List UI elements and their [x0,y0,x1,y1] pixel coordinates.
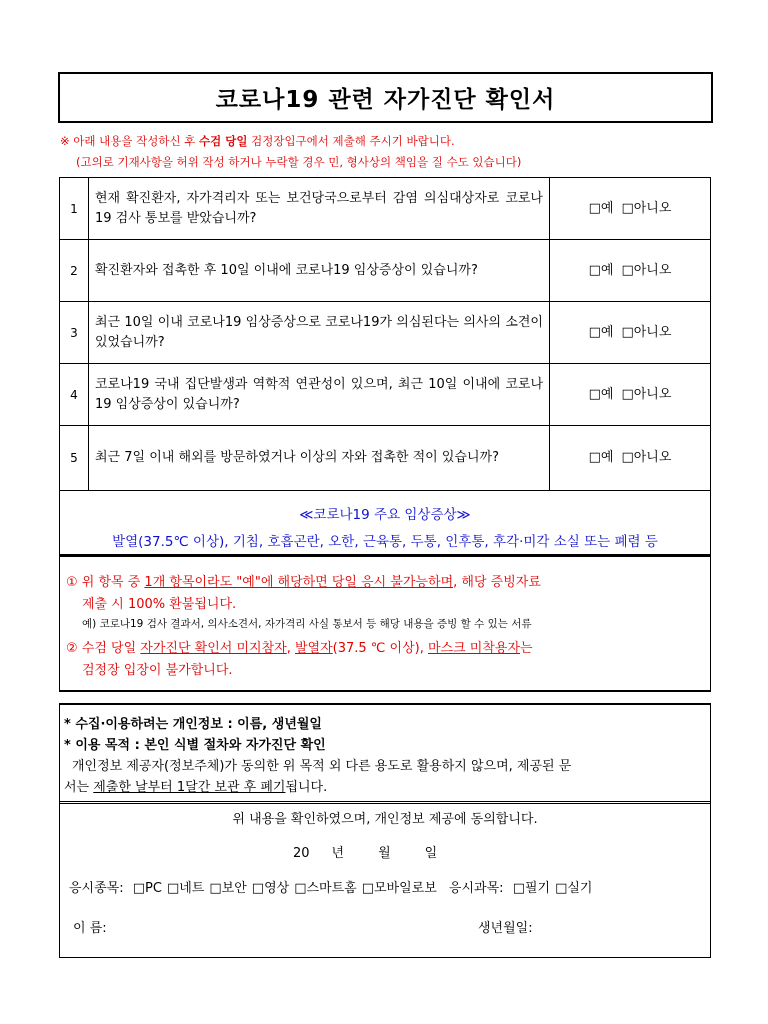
privacy-text-2-a: 서는 [64,780,94,795]
symptoms-title: ≪코로나19 주요 임상증상≫ [299,507,471,523]
subject-checkbox[interactable]: □실기 [555,881,593,896]
note-2-c: , [286,641,295,656]
exam-type-checkbox[interactable]: □PC [132,881,162,896]
question-text: 최근 7일 이내 해외를 방문하였거나 이상의 자와 접촉한 적이 있습니까? [89,426,550,491]
privacy-items: * 수집·이용하려는 개인정보 : 이름, 생년월일 [64,717,322,732]
exam-type-checkbox[interactable]: □모바일로보 [361,881,437,896]
yes-checkbox[interactable]: □예 [588,262,614,278]
date-20: 20 [293,846,310,861]
note-1-refund: 제출 시 100% 환불됩니다. [82,597,237,612]
document-title: 코로나19 관련 자가진단 확인서 [58,72,713,123]
answer-cell [550,240,711,302]
question-number: 2 [60,240,89,302]
exam-type-checkbox[interactable]: □보안 [209,881,247,896]
note-1-b: 1개 항목이라도 "예"에 해당하면 당일 응시 불가능하며 [144,575,454,590]
subject-options [508,881,593,896]
note-1 [66,571,541,590]
note-2-d: 발열자 [294,641,333,656]
yes-checkbox[interactable]: □예 [588,386,614,402]
exam-type-checkbox[interactable]: □영상 [251,881,290,896]
notice-line-1 [60,133,720,149]
question-text: 최근 10일 이내 코로나19 임상증상으로 코로나19가 의심된다는 의사의 소견이 있었습니까? [89,302,550,364]
privacy-box [59,703,711,804]
no-checkbox[interactable]: □아니오 [621,450,672,465]
no-checkbox[interactable]: □아니오 [621,324,672,340]
privacy-text-2 [64,776,327,795]
question-table [59,177,711,491]
note-1-a: ① 위 항목 중 [66,575,145,590]
notice-prefix: ※ 아래 내용을 작성하신 후 [60,134,200,148]
exam-type-checkbox[interactable]: □네트 [166,881,205,896]
yes-checkbox[interactable]: □예 [588,450,614,465]
date-month: 월 [378,846,391,861]
question-text: 코로나19 국내 집단발생과 역학적 연관성이 있으며, 최근 10일 이내에 코로나19 임상증상이 있습니까? [89,364,550,426]
answer-cell [550,302,711,364]
exam-type-line [69,877,593,896]
privacy-purpose: * 이용 목적 : 본인 식별 절차와 자가진단 확인 [64,738,326,753]
date-line [293,842,437,861]
subject-label: 응시과목: [448,881,504,896]
no-checkbox[interactable]: □아니오 [621,262,672,278]
question-number: 5 [60,426,89,491]
question-number: 1 [60,178,89,240]
question-number: 3 [60,302,89,364]
birth-label: 생년월일: [478,921,533,936]
answer-cell [550,178,711,240]
notice-suffix: 검정장입구에서 제출해 주시기 바랍니다. [247,134,455,148]
no-checkbox[interactable]: □아니오 [621,200,672,216]
question-row [60,364,711,426]
exam-type-label: 응시종목: [69,881,124,896]
question-row [60,426,711,491]
subject-checkbox[interactable]: □필기 [512,881,551,896]
question-row [60,302,711,364]
note-2 [66,637,533,656]
privacy-text-2-c: 됩니다. [285,780,328,795]
date-day: 일 [424,846,438,861]
privacy-text-2-b: 제출한 날부터 1달간 보관 후 폐기 [93,780,286,795]
note-2-e: (37.5 ℃ 이상), [332,641,428,656]
privacy-text-1: 개인정보 제공자(정보주체)가 동의한 위 목적 외 다른 용도로 활용하지 않으며, 제공된 문 [72,759,572,774]
question-text: 현재 확진환자, 자가격리자 또는 보건당국으로부터 감염 의심대상자로 코로나19 검사 통보를 받았습니까? [89,178,550,240]
answer-cell [550,364,711,426]
note-2-g: 는 [520,641,533,656]
yes-checkbox[interactable]: □예 [588,324,614,340]
symptoms-box [59,491,711,555]
signature-box [59,801,711,958]
note-1-example: 예) 코로나19 검사 결과서, 의사소견서, 자가격리 사실 통보서 등 해당 내용을 증빙 할 수 있는 서류 [82,618,532,630]
symptoms-list: 발열(37.5℃ 이상), 기침, 호흡곤란, 오한, 근육통, 두통, 인후통, 후각·미각 소실 또는 폐렴 등 [112,534,658,550]
exam-type-checkbox[interactable]: □스마트홈 [294,881,357,896]
name-label: 이 름: [73,921,107,936]
notice-bold: 수검 당일 [199,134,248,148]
yes-checkbox[interactable]: □예 [588,200,614,216]
notice-line-2: (고의로 기재사항을 허위 작성 하거나 누락할 경우 민, 형사상의 책임을 질 수도 있습니다) [76,155,522,169]
note-2-b: 자가진단 확인서 미지참자 [140,641,287,656]
note-1-c: , 해당 증빙자료 [453,575,541,590]
question-row [60,178,711,240]
note-2-f: 마스크 미착용자 [428,641,521,656]
exam-type-options [128,881,437,896]
date-year: 년 [331,846,345,861]
answer-cell [550,426,711,491]
agree-text: 위 내용을 확인하였으며, 개인정보 제공에 동의합니다. [232,812,538,827]
notes-box [59,555,711,692]
no-checkbox[interactable]: □아니오 [621,386,672,402]
question-text: 확진환자와 접촉한 후 10일 이내에 코로나19 임상증상이 있습니까? [89,240,550,302]
question-row [60,240,711,302]
question-number: 4 [60,364,89,426]
note-2-a: ② 수검 당일 [66,641,141,656]
note-2-entry: 검정장 입장이 불가합니다. [82,663,233,678]
